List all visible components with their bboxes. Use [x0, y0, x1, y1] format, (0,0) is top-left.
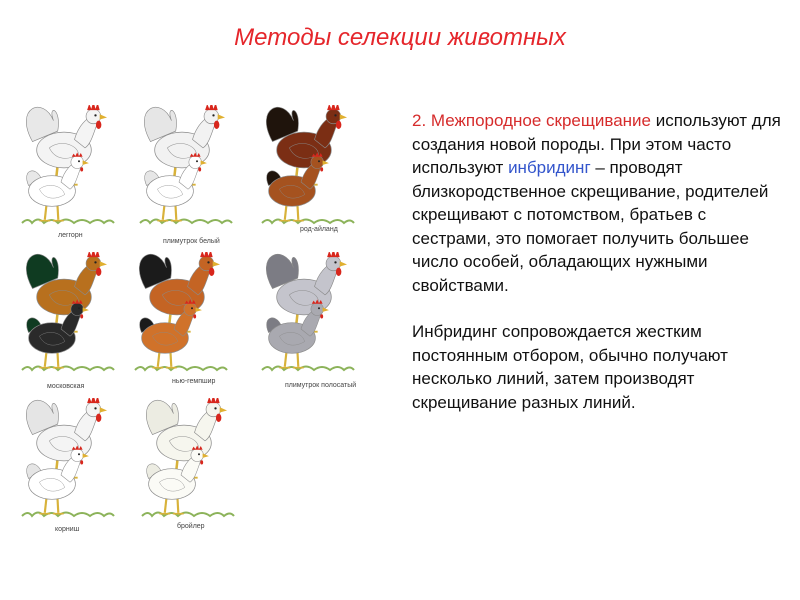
breed-caption-cornish: корниш — [55, 526, 80, 533]
paragraph-heading: 2. Межпородное скрещивание — [412, 111, 651, 130]
breed-caption-barred-plymouth-rock: плимутрок полосатый — [285, 382, 357, 389]
breed-image-rhode-island — [252, 105, 372, 240]
breed-caption-moscow: московская — [47, 383, 85, 390]
chicken-illustration — [12, 252, 132, 387]
grass-decoration — [262, 367, 354, 371]
chicken-illustration — [12, 105, 132, 240]
breed-image-broiler — [132, 398, 252, 533]
breed-image-cornish — [12, 398, 132, 533]
grass-decoration — [262, 220, 354, 224]
chicken-illustration — [252, 105, 372, 240]
chicken-illustration — [130, 105, 250, 240]
breed-image-moscow — [12, 252, 132, 387]
grass-decoration — [142, 513, 234, 517]
paragraph-2: Инбридинг сопровождается жестким постоянным отбором, обычно получают несколько линий, затем производят скрещивание разных линий. — [412, 322, 728, 412]
grass-decoration — [22, 220, 114, 224]
description-text — [412, 109, 782, 414]
paragraph-1 — [412, 109, 782, 297]
breed-caption-white-plymouth-rock: плимутрок белый — [163, 238, 220, 245]
breed-caption-new-hampshire: нью-гемпшир — [172, 378, 216, 385]
breed-caption-rhode-island: род-айланд — [300, 226, 338, 233]
chicken-illustration — [12, 398, 132, 533]
paragraph-text-2: – проводят близкородственное скрещивание, родителей скрещивают с потомством, братьев с сестрами, это помогает получить большее число особей, обладающих нужными свойствами. — [412, 158, 769, 295]
breed-image-barred-plymouth-rock — [252, 252, 372, 387]
grass-decoration — [22, 367, 114, 371]
slide-title: Методы селекции животных — [234, 24, 566, 51]
chicken-illustration — [125, 252, 245, 387]
breed-caption-broiler: бройлер — [177, 523, 205, 530]
breed-image-leghorn — [12, 105, 132, 240]
breed-image-white-plymouth-rock — [130, 105, 250, 240]
keyword-inbreeding: инбридинг — [508, 158, 591, 177]
paragraph-text-1: используют для создания новой породы. При этом часто используют — [412, 111, 781, 177]
chicken-illustration — [132, 398, 252, 533]
breed-image-new-hampshire — [125, 252, 245, 387]
chicken-illustration — [252, 252, 372, 387]
breed-caption-leghorn: леггорн — [58, 232, 83, 239]
grass-decoration — [135, 367, 227, 371]
grass-decoration — [22, 513, 114, 517]
grass-decoration — [140, 220, 232, 224]
